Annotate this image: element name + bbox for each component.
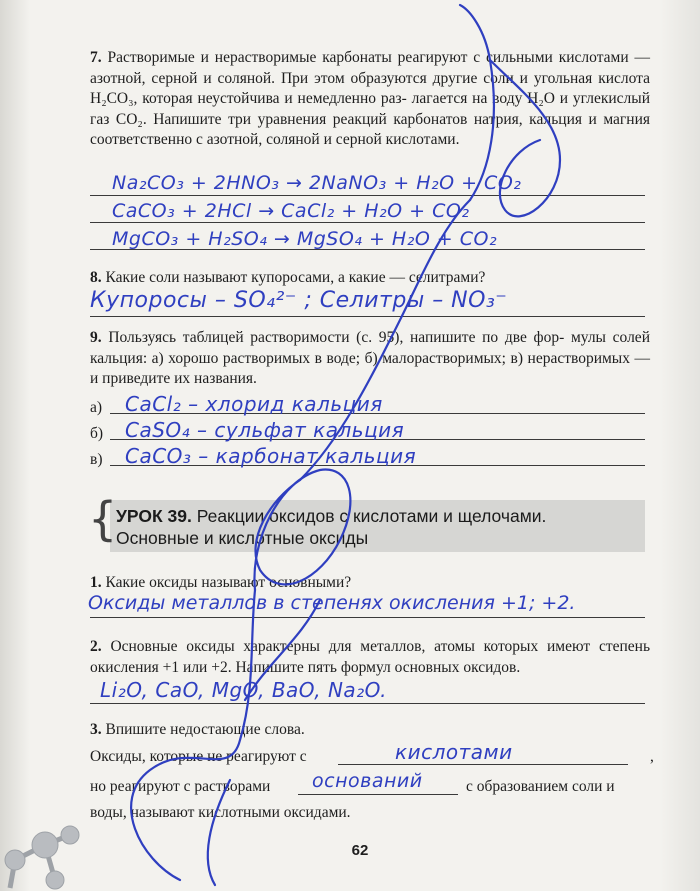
q3-line-2-start: но реагируют с растворами — [90, 778, 271, 795]
task7-line-3: соли и угольная кислота H₂CO₃, которая неустойчива и немедленно раз- — [90, 69, 651, 107]
task7-answer-line-1 — [90, 195, 645, 196]
q3-blank-2: оснований — [312, 770, 423, 792]
q3-blank-1-line — [338, 764, 628, 765]
task9-label-c: в) — [90, 451, 103, 468]
task8-answer-line — [90, 316, 645, 317]
task7-line-4: лагается на воду H₂O и углекислый газ CO₂. Напишите три уравнения — [90, 90, 651, 128]
q3-line-1-end: , — [650, 748, 654, 765]
page-number: 62 — [351, 842, 369, 859]
task7-text — [90, 48, 650, 151]
lesson-title-line-1: Реакции оксидов с кислотами и щелочами. — [196, 506, 547, 526]
q3-line-3: воды, называют кислотными оксидами. — [90, 804, 351, 821]
task8-number: 8. — [90, 269, 102, 286]
page-shadow-right — [660, 0, 700, 891]
task9-line-2: мулы солей кальция: а) хорошо растворимых в воде; б) малорастворимых; — [90, 329, 650, 367]
q1-answer: Оксиды металлов в степенях окисления +1; +2. — [88, 592, 576, 614]
task7-answer-line-2 — [90, 222, 645, 223]
task9-answer-a: CaCl₂ – хлорид кальция — [125, 392, 383, 416]
lesson-title-line-2: Основные и кислотные оксиды — [116, 528, 369, 548]
task9-line-3: в) нерастворимых — и приведите их названия. — [90, 349, 650, 387]
lesson-title — [116, 505, 646, 549]
task8-answer: Купоросы – SO₄²⁻ ; Селитры – NO₃⁻ — [90, 288, 508, 313]
page-shadow-left — [0, 0, 30, 891]
q2-answer: Li₂O, CaO, MgO, BaO, Na₂O. — [100, 678, 387, 702]
task7-line-5: реакций карбонатов натрия, кальция и магния соответственно с азотной, — [90, 110, 650, 148]
q2-text — [90, 637, 650, 678]
task9-answer-c: CaCO₃ – карбонат кальция — [125, 444, 417, 468]
q3-number: 3. — [90, 721, 102, 738]
q3-blank-1: кислотами — [395, 740, 513, 764]
task7-answer-1: Na₂CO₃ + 2HNO₃ → 2NaNO₃ + H₂O + CO₂ — [112, 172, 522, 194]
q1-answer-line — [90, 617, 645, 618]
task9-number: 9. — [90, 329, 102, 346]
task7-line-6: соляной и серной кислотами. — [266, 131, 460, 148]
task9-answer-b: CaSO₄ – сульфат кальция — [125, 418, 405, 442]
q3-line-1-start: Оксиды, которые не реагируют с — [90, 748, 307, 765]
task7-number: 7. — [90, 49, 102, 66]
q2-line-2: степень окисления +1 или +2. Напишите пять формул основных оксидов. — [90, 638, 651, 676]
task7-answer-2: CaCO₃ + 2HCl → CaCl₂ + H₂O + CO₂ — [112, 200, 470, 222]
q3-blank-2-line — [298, 794, 458, 795]
task9-line-1: Пользуясь таблицей растворимости (с. 95), напишите по две фор- — [108, 329, 565, 346]
q1-text — [90, 573, 650, 594]
q2-number: 2. — [90, 638, 102, 655]
molecule-icon — [0, 810, 90, 891]
q1-question: Какие оксиды называют основными? — [105, 574, 352, 591]
q3-line-2-end: с образованием соли и — [466, 778, 615, 795]
q3-question: Впишите недостающие слова. — [105, 721, 305, 738]
task7-line-2: кислотами — азотной, серной и соляной. При этом образуются другие — [90, 49, 651, 87]
task9-label-a: а) — [90, 399, 103, 416]
q1-number: 1. — [90, 574, 102, 591]
q2-line-1: Основные оксиды характерны для металлов, атомы которых имеют — [110, 638, 591, 655]
task7-answer-3: MgCO₃ + H₂SO₄ → MgSO₄ + H₂O + CO₂ — [112, 228, 498, 250]
lesson-number: УРОК 39. — [116, 506, 192, 526]
q2-answer-line — [90, 703, 645, 704]
task7-line-1: Растворимые и нерастворимые карбонаты реагируют с сильными — [107, 49, 553, 66]
task9-text — [90, 328, 650, 390]
q3-text — [90, 720, 650, 741]
task8-question: Какие соли называют купоросами, а какие — селитрами? — [105, 269, 486, 286]
task8-text — [90, 268, 650, 289]
lesson-bracket-icon: { — [88, 492, 118, 546]
task9-label-b: б) — [90, 425, 104, 442]
